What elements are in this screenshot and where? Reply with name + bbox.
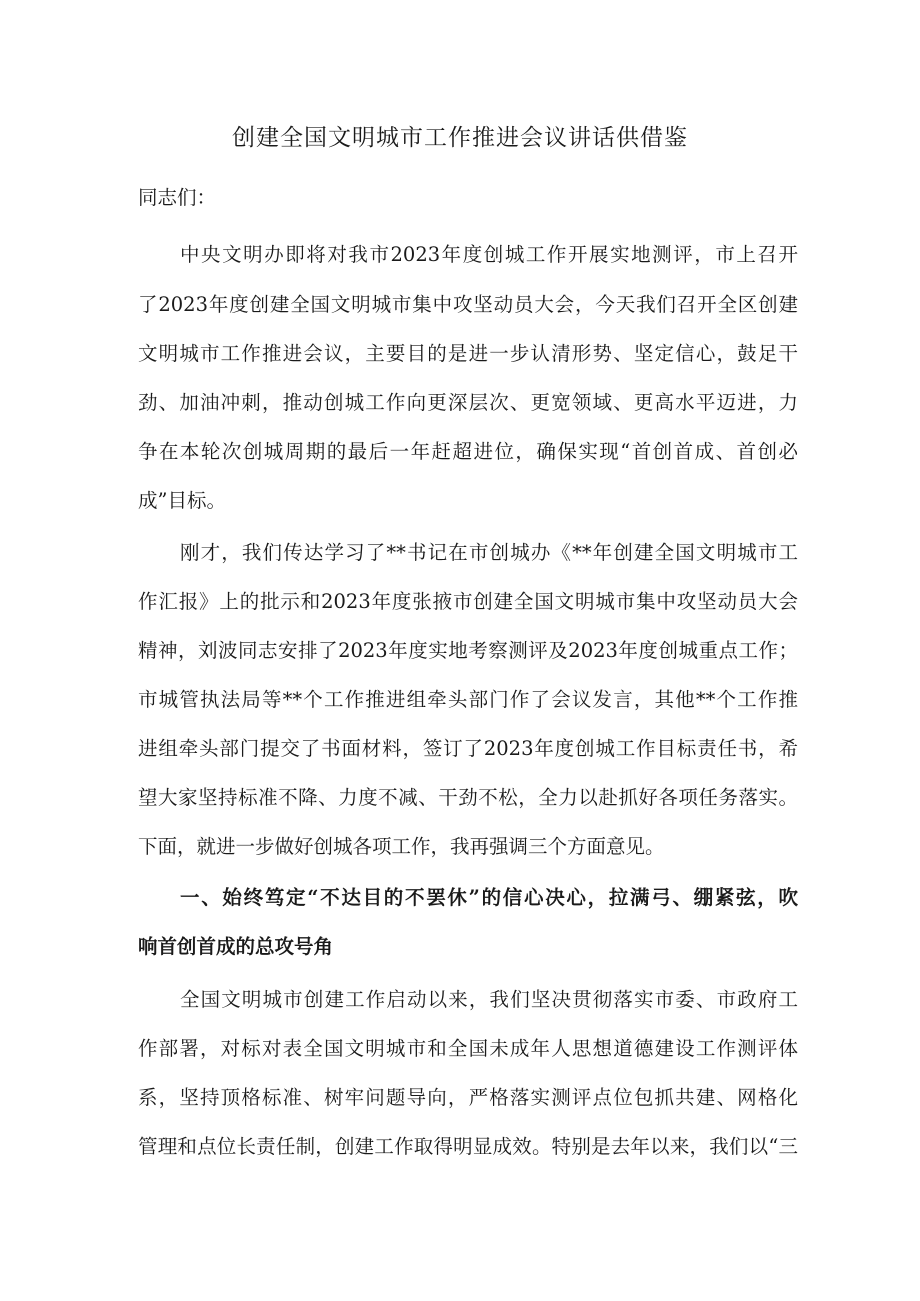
paragraph-2-line-5: 进组牵头部门提交了书面材料，签订了2023年度创城工作目标责任书，希	[138, 737, 798, 760]
paragraph-2-line-2: 作汇报》上的批示和2023年度张掖市创建全国文明城市集中攻坚动员大会	[138, 590, 798, 613]
salutation: 同志们：	[138, 186, 217, 209]
paragraph-2-line-3: 精神，刘波同志安排了2023年度实地考察测评及2023年度创城重点工作；	[138, 639, 798, 662]
paragraph-1-line-1: 中央文明办即将对我市2023年度创城工作开展实地测评，市上召开	[180, 243, 798, 266]
paragraph-3-line-1: 全国文明城市创建工作启动以来，我们坚决贯彻落实市委、市政府工	[180, 988, 798, 1011]
paragraph-1-line-3: 文明城市工作推进会议，主要目的是进一步认清形势、坚定信心，鼓足干	[138, 342, 798, 365]
document-title: 创建全国文明城市工作推进会议讲话供借鉴	[232, 125, 688, 151]
paragraph-3-line-2: 作部署，对标对表全国文明城市和全国未成年人思想道德建设工作测评体	[138, 1037, 798, 1060]
paragraph-2-line-1: 刚才，我们传达学习了**书记在市创城办《**年创建全国文明城市工	[180, 541, 798, 564]
section-heading-1-line-1: 一、始终笃定“不达目的不罢休”的信心决心，拉满弓、绷紧弦，吹	[180, 886, 798, 909]
paragraph-3-line-3: 系，坚持顶格标准、树牢问题导向，严格落实测评点位包抓共建、网格化	[138, 1086, 798, 1109]
section-heading-1-line-2: 响首创首成的总攻号角	[138, 935, 334, 958]
paragraph-2-line-7: 下面，就进一步做好创城各项工作，我再强调三个方面意见。	[138, 835, 665, 858]
paragraph-2-line-4: 市城管执法局等**个工作推进组牵头部门作了会议发言，其他**个工作推	[138, 688, 798, 711]
paragraph-3-line-4: 管理和点位长责任制，创建工作取得明显成效。特别是去年以来，我们以“三	[138, 1135, 798, 1158]
paragraph-1-line-6: 成”目标。	[138, 489, 226, 512]
paragraph-1-line-2: 了2023年度创建全国文明城市集中攻坚动员大会，今天我们召开全区创建	[138, 293, 798, 316]
paragraph-1-line-4: 劲、加油冲刺，推动创城工作向更深层次、更宽领域、更高水平迈进，力	[138, 391, 798, 414]
paragraph-1-line-5: 争在本轮次创城周期的最后一年赶超进位，确保实现“首创首成、首创必	[138, 440, 798, 463]
paragraph-2-line-6: 望大家坚持标准不降、力度不减、干劲不松，全力以赴抓好各项任务落实。	[138, 786, 798, 809]
